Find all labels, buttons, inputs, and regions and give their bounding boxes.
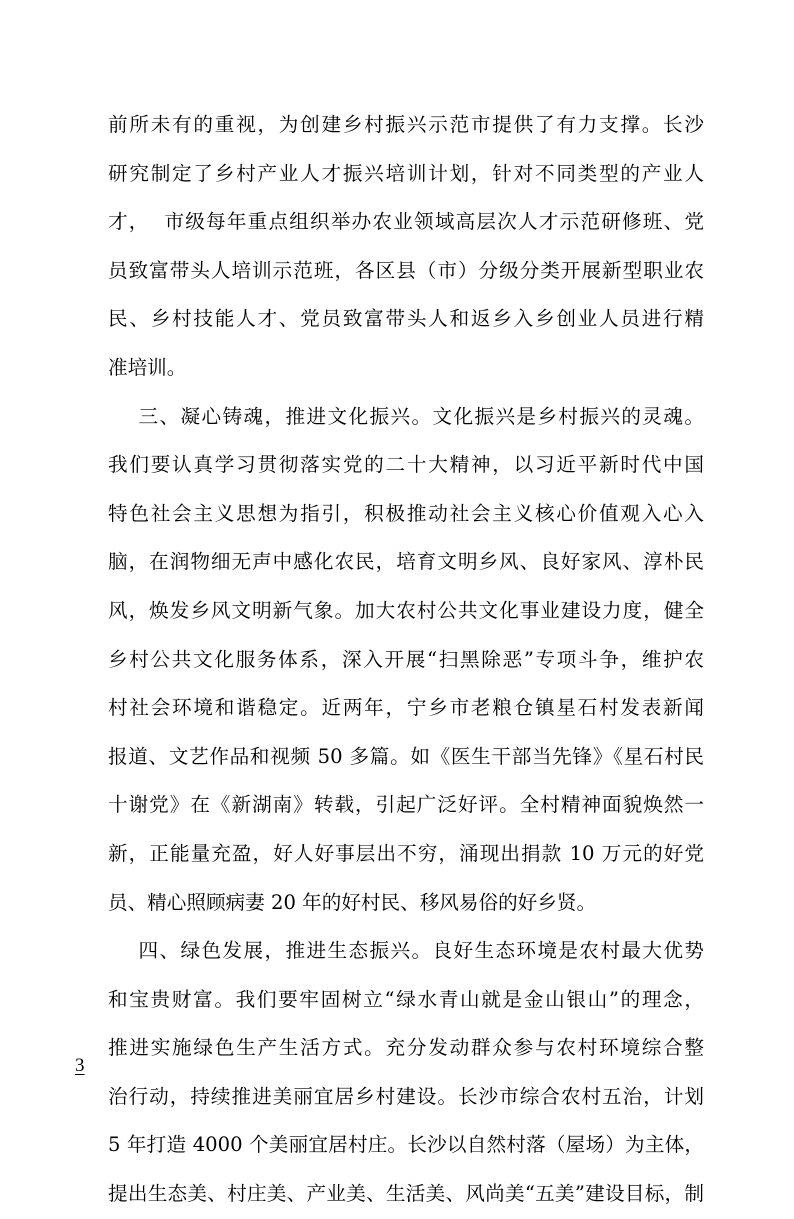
text-line: 十谢党》在《新湖南》转载，引起广泛好评。全村精神面貌焕然一 xyxy=(108,793,704,817)
paragraph-ecology xyxy=(108,927,704,1219)
body-text xyxy=(108,101,704,1219)
text-line: 脑，在润物细无声中感化农民，培育文明乡风、良好家风、淳朴民 xyxy=(108,550,704,574)
text-line: 才， 市级每年重点组织举办农业领域高层次人才示范研修班、党 xyxy=(108,210,704,234)
text-line: 报道、文艺作品和视频 50 多篇。如《医生干部当先锋》《星石村民 xyxy=(108,744,704,768)
text-line: 民、乡村技能人才、党员致富带头人和返乡入乡创业人员进行精 xyxy=(108,307,704,331)
text-line: 提出生态美、村庄美、产业美、生活美、风尚美“五美”建设目标，制 xyxy=(108,1182,704,1206)
text-line: 研究制定了乡村产业人才振兴培训计划，针对不同类型的产业人 xyxy=(108,161,704,185)
text-line: 推进实施绿色生产生活方式。充分发动群众参与农村环境综合整 xyxy=(108,1036,704,1060)
paragraph-culture xyxy=(108,393,704,928)
text-line: 5 年打造 4000 个美丽宜居村庄。长沙以自然村落（屋场）为主体， xyxy=(108,1133,704,1157)
text-line: 新，正能量充盈，好人好事层出不穷，涌现出捐款 10 万元的好党 xyxy=(108,841,704,865)
text-line: 前所未有的重视，为创建乡村振兴示范市提供了有力支撑。长沙 xyxy=(108,113,704,136)
text-line: 村社会环境和谐稳定。近两年，宁乡市老粮仓镇星石村发表新闻 xyxy=(108,696,704,720)
text-line: 风，焕发乡风文明新气象。加大农村公共文化事业建设力度，健全 xyxy=(108,598,704,622)
text-line: 和宝贵财富。我们要牢固树立“绿水青山就是金山银山”的理念， xyxy=(108,987,704,1011)
text-line: 三、凝心铸魂，推进文化振兴。文化振兴是乡村振兴的灵魂。 xyxy=(108,404,704,428)
text-line: 员、精心照顾病妻 20 年的好村民、移风易俗的好乡贤。 xyxy=(108,890,597,914)
text-line: 乡村公共文化服务体系，深入开展“扫黑除恶”专项斗争，维护农 xyxy=(108,647,704,671)
text-line: 准培训。 xyxy=(108,355,187,379)
page-number: 3 xyxy=(75,1055,85,1076)
text-line: 员致富带头人培训示范班，各区县（市）分级分类开展新型职业农 xyxy=(108,258,704,282)
paragraph-talent xyxy=(108,101,704,393)
text-line: 我们要认真学习贯彻落实党的二十大精神，以习近平新时代中国 xyxy=(108,453,704,477)
text-line: 特色社会主义思想为指引，积极推动社会主义核心价值观入心入 xyxy=(108,501,704,525)
text-line: 四、绿色发展，推进生态振兴。良好生态环境是农村最大优势 xyxy=(108,939,704,963)
text-line: 治行动，持续推进美丽宜居乡村建设。长沙市综合农村五治，计划 xyxy=(108,1084,704,1108)
